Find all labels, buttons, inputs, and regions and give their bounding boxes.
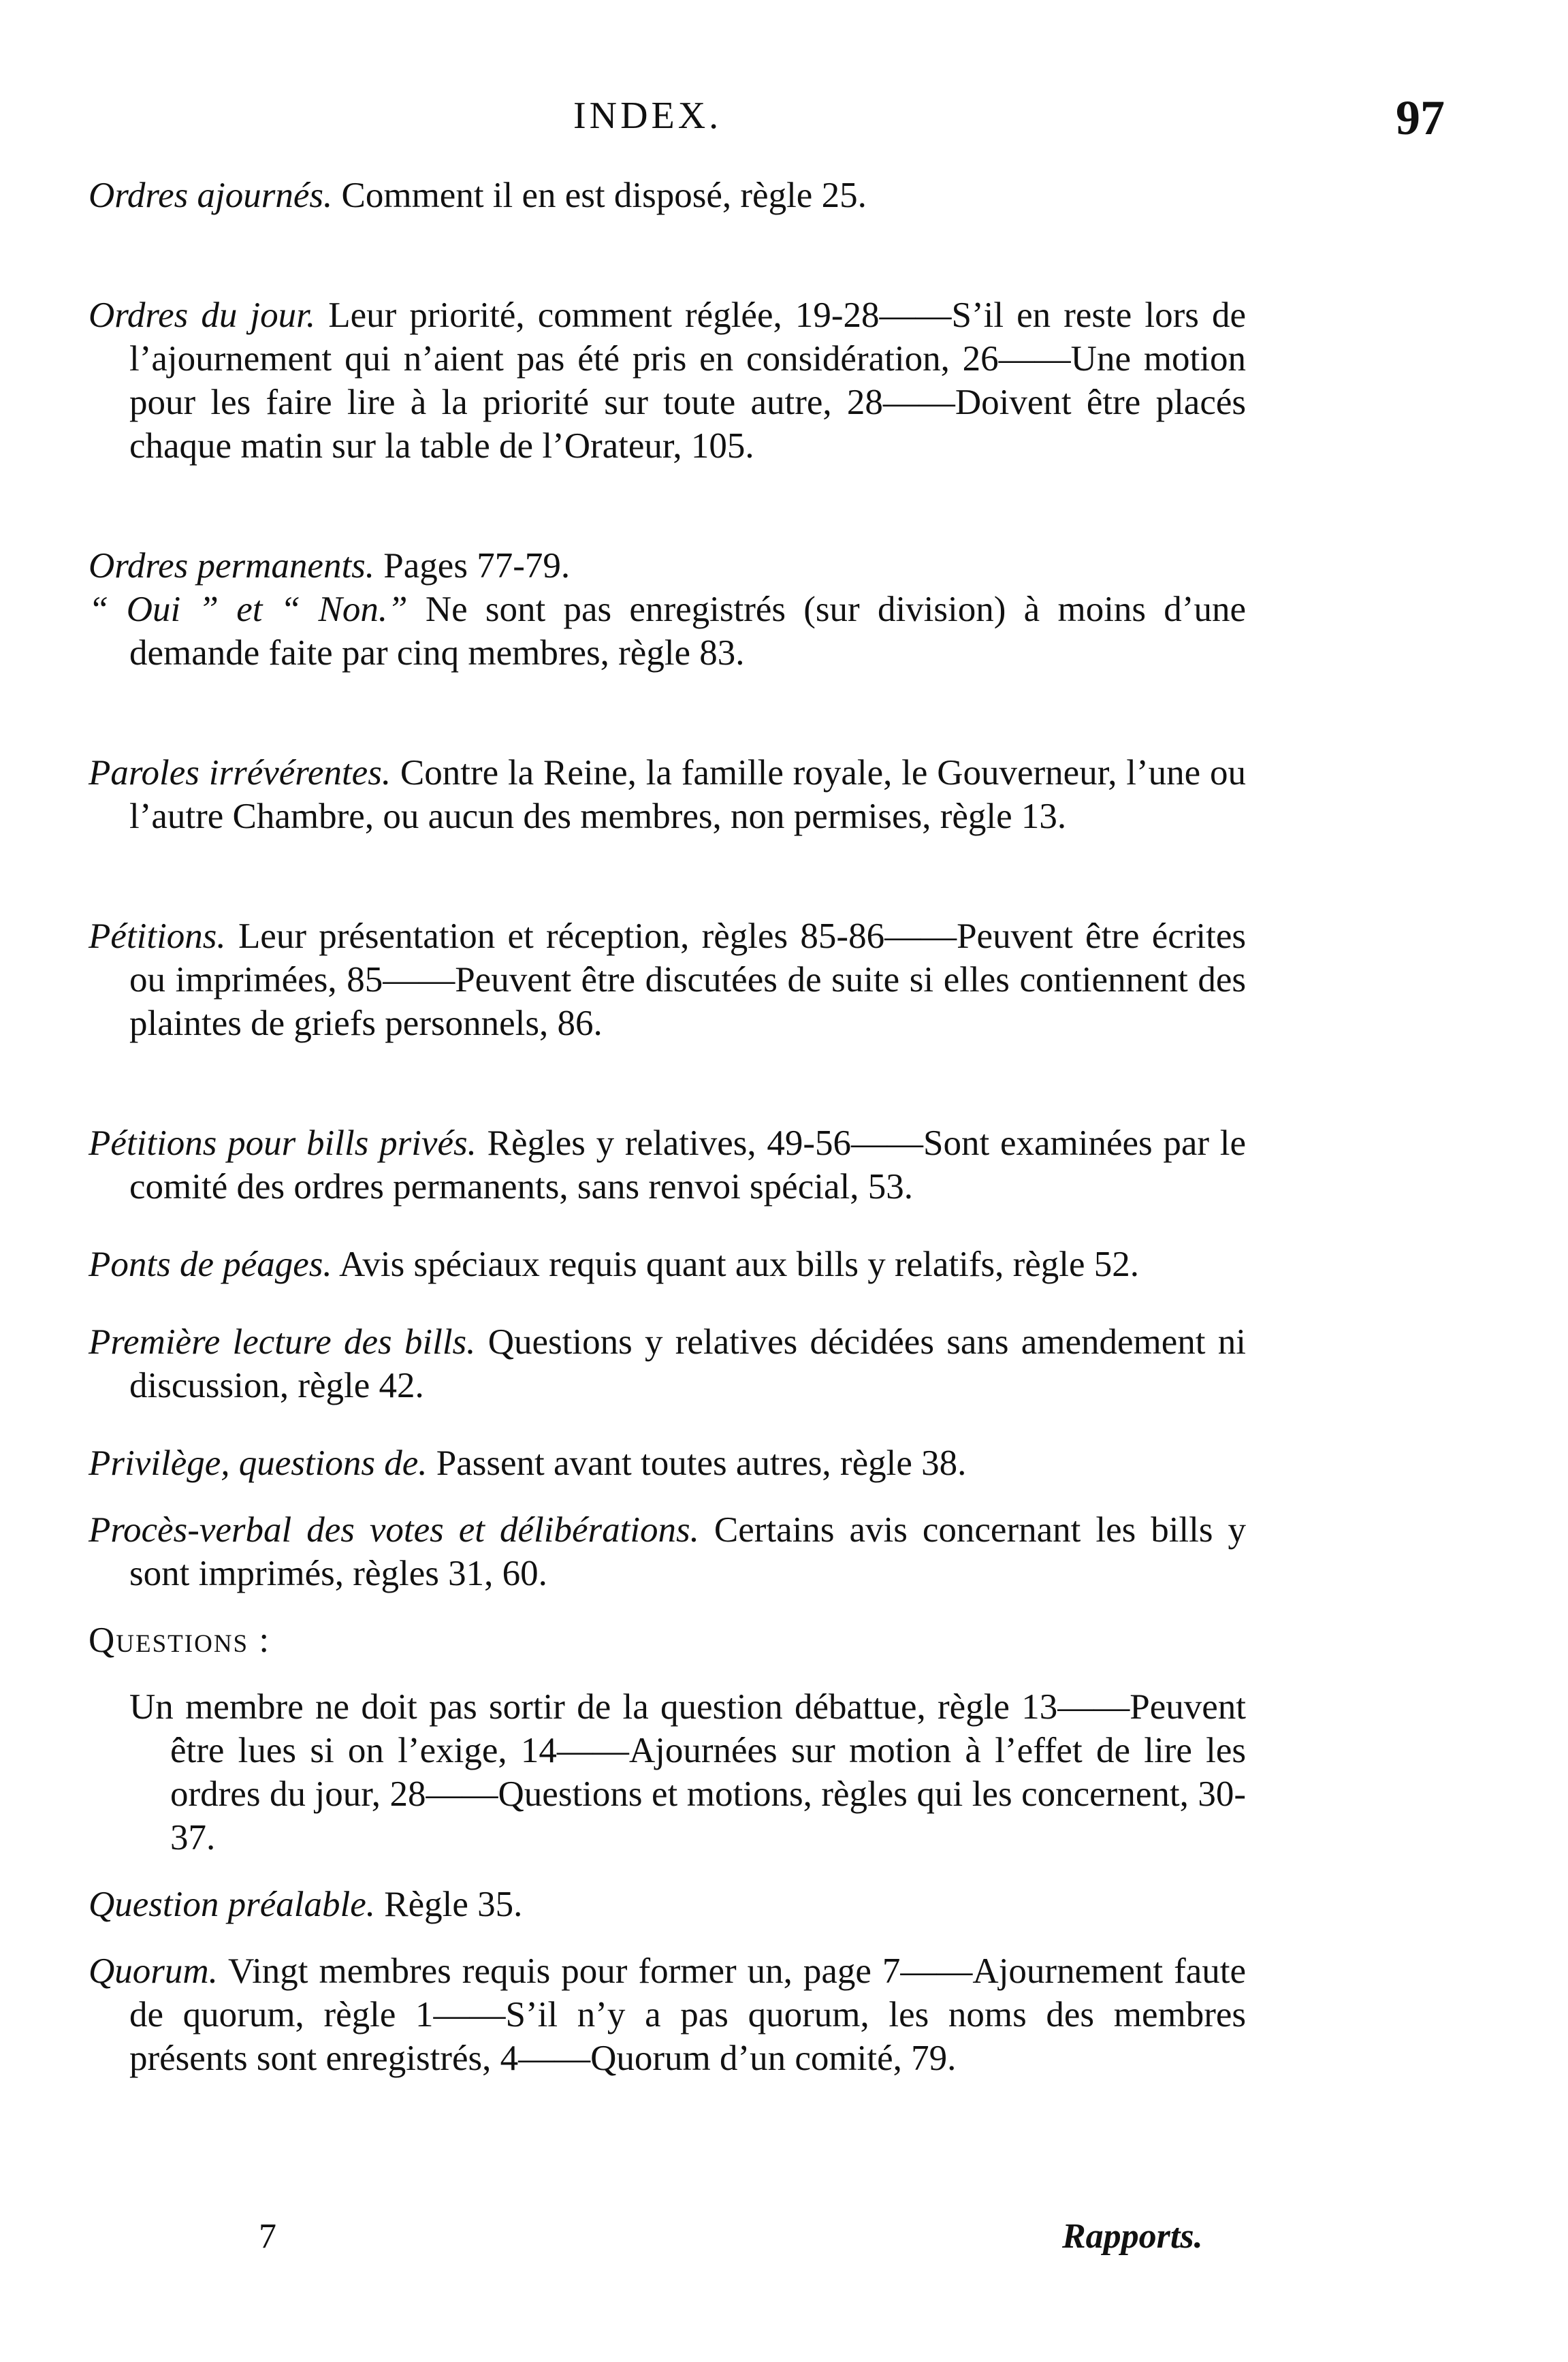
index-entry: [89, 1121, 1246, 1209]
index-entry: [89, 1949, 1246, 2080]
index-entry: [89, 751, 1246, 838]
running-head-title: INDEX.: [573, 95, 722, 137]
running-head: [0, 89, 1568, 143]
index-entries: [89, 174, 1246, 2080]
index-term: “ Oui ” et “ Non.”: [89, 590, 408, 629]
index-term: Pétitions pour bills privés.: [89, 1123, 477, 1163]
index-text: Vingt membres requis pour former un, page 7——Ajournement faute de quorum, règle 1——S’il n’y a pas quorum, les noms des membres présents sont enregistrés, 4——Quorum d’un comité, 79.: [129, 1951, 1246, 2078]
index-text: Certains avis concernant les bills y sont imprimés, règles 31, 60.: [129, 1510, 1246, 1593]
index-term: Ponts de péages.: [89, 1245, 332, 1284]
index-term: Procès-verbal des votes et délibérations.: [89, 1510, 699, 1550]
index-text: Contre la Reine, la famille royale, le Gouverneur, l’une ou l’autre Chambre, ou aucun des membres, non permises, règle 13.: [129, 753, 1246, 836]
index-term: Ordres ajournés.: [89, 176, 333, 215]
index-term: Première lecture des bills.: [89, 1322, 476, 1362]
index-text: Comment il en est disposé, règle 25.: [341, 176, 867, 215]
index-text: Pages 77-79.: [383, 546, 571, 586]
index-term: Quorum.: [89, 1951, 218, 1991]
index-term: Privilège, questions de.: [89, 1443, 428, 1483]
index-entry: [89, 1320, 1246, 1407]
index-term: Pétitions.: [89, 916, 226, 956]
index-entry: [89, 293, 1246, 468]
index-text: Avis spéciaux requis quant aux bills y relatifs, règle 52.: [339, 1245, 1140, 1284]
index-term: Question préalable.: [89, 1885, 375, 1924]
index-text: Passent avant toutes autres, règle 38.: [436, 1443, 967, 1483]
index-text: Ne sont pas enregistrés (sur division) à moins d’une demande faite par cinq membres, règle 83.: [129, 590, 1246, 673]
index-entry: [89, 588, 1246, 675]
index-entry: [89, 914, 1246, 1045]
index-entry: [89, 1508, 1246, 1595]
index-text: Règle 35.: [384, 1885, 523, 1924]
index-entry: [89, 1243, 1246, 1286]
questions-text: Un membre ne doit pas sortir de la question débattue, règle 13——Peuvent être lues si on l’exige, 14——Ajournées sur motion à l’effet de lire les ordres du jour, 28——Questions et motions, règles qui les concernent, 30-37.: [129, 1687, 1246, 1857]
index-text: Règles y relatives, 49-56——Sont examinées par le comité des ordres permanents, sans renvoi spécial, 53.: [129, 1123, 1247, 1207]
page-footer: [0, 2213, 1568, 2267]
page-number: 97: [1396, 91, 1445, 145]
index-term: Ordres permanents.: [89, 546, 375, 586]
index-term: Ordres du jour.: [89, 296, 316, 335]
signature-mark: 7: [259, 2217, 276, 2256]
section-heading-questions: Questions :: [89, 1621, 271, 1660]
index-entry: [89, 544, 1246, 588]
index-text: Leur présentation et réception, règles 85-86——Peuvent être écrites ou imprimées, 85——Peuvent être discutées de suite si elles contiennent des plaintes de griefs personnels, 86.: [129, 916, 1247, 1043]
index-entry: [89, 1883, 1246, 1926]
index-entry: [89, 1441, 1246, 1485]
index-text: Leur priorité, comment réglée, 19-28——S’il en reste lors de l’ajournement qui n’aient pas été pris en considération, 26——Une motion pour les faire lire à la priorité sur toute autre, 28——Doivent être placés chaque matin sur la table de l’Orateur, 105.: [129, 296, 1247, 466]
index-entry: [89, 174, 1246, 217]
catchword: Rapports.: [1062, 2217, 1203, 2256]
index-term: Paroles irrévérentes.: [89, 753, 391, 793]
index-text: Questions y relatives décidées sans amendement ni discussion, règle 42.: [129, 1322, 1246, 1405]
